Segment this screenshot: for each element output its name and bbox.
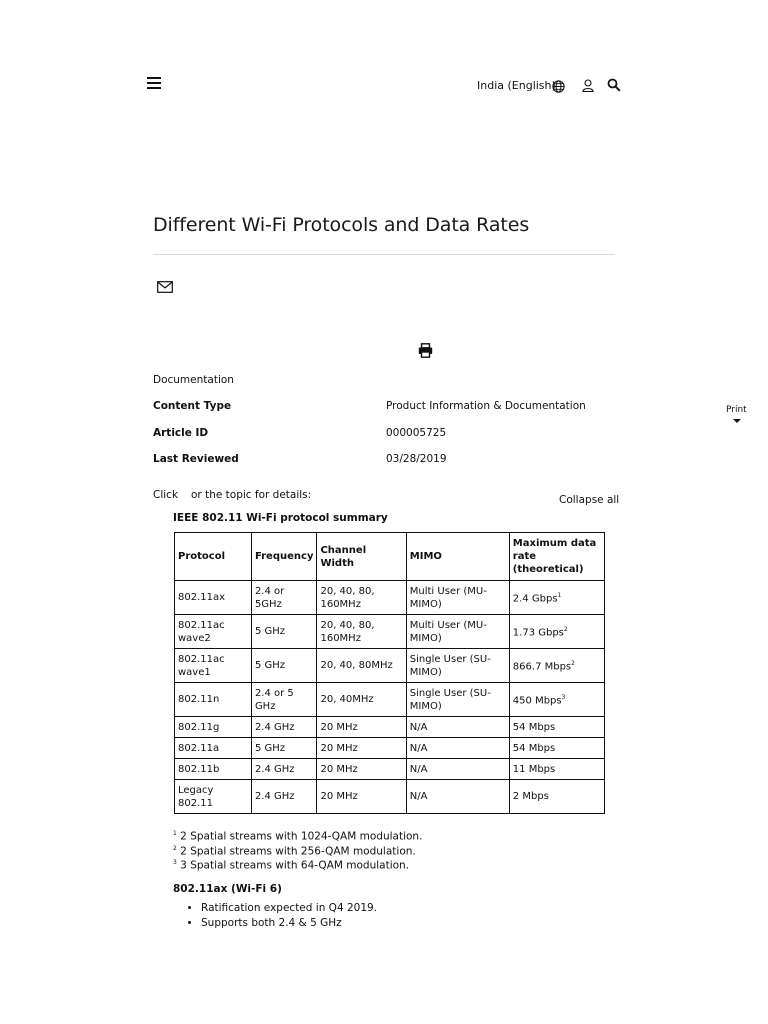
cell-protocol: 802.11ac wave1 xyxy=(175,649,252,683)
cell-protocol: 802.11ax xyxy=(175,581,252,615)
cell-protocol: 802.11ac wave2 xyxy=(175,615,252,649)
click-instruction-start: Click xyxy=(153,489,179,501)
content-type-value: Product Information & Documentation xyxy=(386,400,586,412)
header-protocol: Protocol xyxy=(175,533,252,581)
list-item: • Supports both 2.4 & 5 GHz xyxy=(201,916,377,931)
cell-frequency: 5 GHz xyxy=(251,738,317,759)
table-row xyxy=(175,738,605,759)
cell-width: 20 MHz xyxy=(317,759,406,780)
table-row xyxy=(175,759,605,780)
footnote-ref: 2 xyxy=(571,660,575,668)
cell-rate xyxy=(509,615,604,649)
rate-value: 450 Mbps xyxy=(512,695,562,707)
cell-mimo: Single User (SU-MIMO) xyxy=(406,683,509,717)
cell-rate xyxy=(509,649,604,683)
rate-value: 866.7 Mbps xyxy=(512,661,572,673)
cell-width: 20, 40MHz xyxy=(317,683,406,717)
header-channel-width: Channel Width xyxy=(317,533,406,581)
cell-protocol: 802.11a xyxy=(175,738,252,759)
click-instruction-end: or the topic for details: xyxy=(191,489,312,501)
footnote-ref: 3 xyxy=(561,694,566,702)
cell-protocol: Legacy 802.11 xyxy=(175,780,252,814)
rate-value: 2.4 Gbps xyxy=(512,593,558,605)
email-icon[interactable] xyxy=(157,281,173,293)
content-type-label: Content Type xyxy=(153,400,232,412)
table-row xyxy=(175,615,605,649)
chevron-down-icon[interactable] xyxy=(733,419,741,423)
title-divider xyxy=(153,254,615,255)
print-side-button[interactable]: Print xyxy=(726,405,747,415)
cell-protocol: 802.11n xyxy=(175,683,252,717)
footnote-ref: 2 xyxy=(563,626,568,634)
footnote-mark: 1 xyxy=(173,830,177,837)
article-id-value: 000005725 xyxy=(386,427,447,439)
cell-rate xyxy=(509,683,604,717)
footnote-ref: 1 xyxy=(557,592,562,600)
cell-protocol: 802.11b xyxy=(175,759,252,780)
footnote-mark: 2 xyxy=(173,845,177,852)
user-icon[interactable] xyxy=(582,79,594,92)
table-row xyxy=(175,717,605,738)
footnote-3 xyxy=(173,859,409,872)
header-max-rate: Maximum data rate (theoretical) xyxy=(509,533,604,581)
article-id-label: Article ID xyxy=(153,427,209,439)
cell-mimo: N/A xyxy=(406,759,509,780)
cell-rate: 2 Mbps xyxy=(509,780,604,814)
table-row xyxy=(175,780,605,814)
table-row xyxy=(175,649,605,683)
list-item: • Ratification expected in Q4 2019. xyxy=(201,901,377,916)
cell-rate xyxy=(509,581,604,615)
cell-rate: 54 Mbps xyxy=(509,738,604,759)
last-reviewed-value: 03/28/2019 xyxy=(386,453,447,465)
cell-mimo: Single User (SU-MIMO) xyxy=(406,649,509,683)
footnote-mark: 3 xyxy=(173,859,177,866)
cell-frequency: 2.4 or 5GHz xyxy=(251,581,317,615)
cell-frequency: 2.4 GHz xyxy=(251,780,317,814)
table-title: IEEE 802.11 Wi-Fi protocol summary xyxy=(173,512,388,524)
cell-mimo: Multi User (MU-MIMO) xyxy=(406,615,509,649)
cell-width: 20 MHz xyxy=(317,738,406,759)
footnote-2 xyxy=(173,845,416,858)
cell-frequency: 2.4 GHz xyxy=(251,717,317,738)
region-selector[interactable]: India (English) xyxy=(477,79,556,92)
search-icon[interactable] xyxy=(607,78,621,92)
header-frequency: Frequency xyxy=(251,533,317,581)
cell-frequency: 5 GHz xyxy=(251,615,317,649)
cell-frequency: 5 GHz xyxy=(251,649,317,683)
cell-width: 20, 40, 80, 160MHz xyxy=(317,615,406,649)
section-title: 802.11ax (Wi-Fi 6) xyxy=(173,883,282,895)
cell-protocol: 802.11g xyxy=(175,717,252,738)
header-mimo: MIMO xyxy=(406,533,509,581)
table-row xyxy=(175,683,605,717)
cell-mimo: N/A xyxy=(406,717,509,738)
rate-value: 1.73 Gbps xyxy=(512,627,564,639)
cell-width: 20, 40, 80, 160MHz xyxy=(317,581,406,615)
feature-list xyxy=(187,901,377,930)
table-header-row xyxy=(175,533,605,581)
protocol-table xyxy=(174,532,605,814)
cell-width: 20 MHz xyxy=(317,717,406,738)
footnote-text: 2 Spatial streams with 256-QAM modulation. xyxy=(180,845,416,858)
cell-frequency: 2.4 or 5 GHz xyxy=(251,683,317,717)
footnote-text: 3 Spatial streams with 64-QAM modulation. xyxy=(180,859,410,872)
cell-width: 20, 40, 80MHz xyxy=(317,649,406,683)
last-reviewed-label: Last Reviewed xyxy=(153,453,239,465)
page-title: Different Wi-Fi Protocols and Data Rates xyxy=(153,214,530,236)
print-icon[interactable] xyxy=(418,343,433,358)
cell-mimo: N/A xyxy=(406,738,509,759)
collapse-all-link[interactable]: Collapse all xyxy=(559,494,620,506)
footnote-text: 2 Spatial streams with 1024-QAM modulation. xyxy=(180,830,423,843)
footnote-1 xyxy=(173,830,422,843)
cell-frequency: 2.4 GHz xyxy=(251,759,317,780)
category-label: Documentation xyxy=(153,374,234,386)
cell-mimo: Multi User (MU-MIMO) xyxy=(406,581,509,615)
cell-rate: 54 Mbps xyxy=(509,717,604,738)
globe-icon[interactable] xyxy=(552,80,565,93)
cell-mimo: N/A xyxy=(406,780,509,814)
hamburger-menu-icon[interactable] xyxy=(147,77,161,89)
cell-width: 20 MHz xyxy=(317,780,406,814)
table-row xyxy=(175,581,605,615)
cell-rate: 11 Mbps xyxy=(509,759,604,780)
